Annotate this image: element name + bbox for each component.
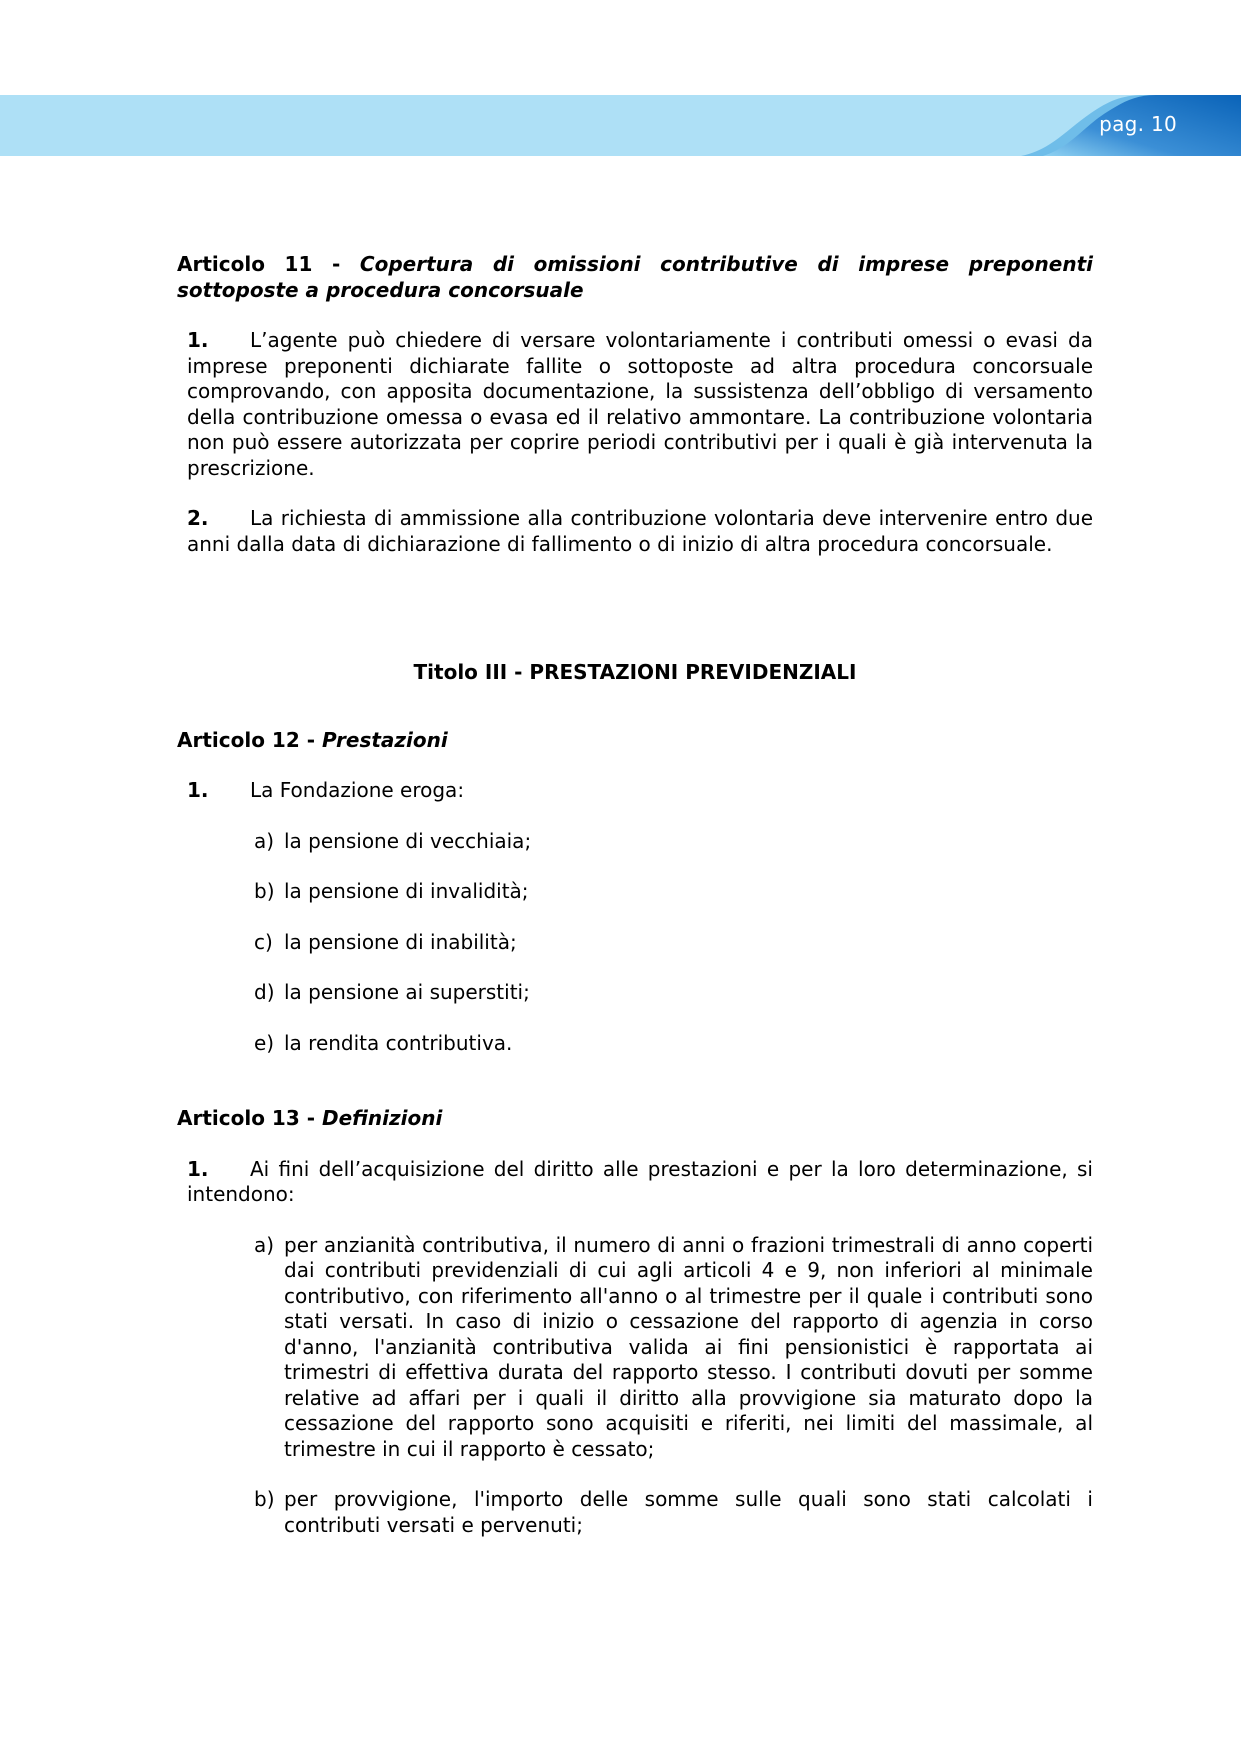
paragraph-text: L’agente può chiedere di versare volontariamente i contributi omessi o evasi da imprese preponenti dichiarate fallite o sottoposte ad altra procedura concorsuale comprovando, con apposita documentazione, la sussistenza dell’obbligo di versamento della contribuzione omessa o evasa ed il relativo ammontare. La contribuzione volontaria non può essere autorizzata per coprire periodi contributivi per i quali è già intervenuta la prescrizione. bbox=[187, 328, 1093, 480]
list-letter: a) bbox=[254, 828, 275, 853]
section-title: Titolo III - PRESTAZIONI PREVIDENZIALI bbox=[413, 660, 857, 684]
article-13-title: Definizioni bbox=[321, 1106, 443, 1130]
article-12-list bbox=[254, 829, 1093, 1057]
list-letter: b) bbox=[254, 1487, 275, 1511]
article-11-paragraph-1 bbox=[187, 328, 1093, 481]
list-text: per anzianità contributiva, il numero di anni o frazioni trimestrali di anno coperti dai contributi previdenziali di cui agli articoli 4 e 9, non inferiori al minimale contributivo, con riferimento all'anno o al trimestre per il quale i contributi sono stati versati. In caso di inizio o cessazione del rapporto di agenzia in corso d'anno, l'anzianità contributiva valida ai fini pensionistici è rapportata ai trimestri di effettiva durata del rapporto stesso. I contributi dovuti per somme relative ad affari per i quali il diritto alla provvigione sia maturato dopo la cessazione del rapporto sono acquisiti e riferiti, nei limiti del massimale, al trimestre in cui il rapporto è cessato; bbox=[284, 1232, 1093, 1461]
paragraph-number: 2. bbox=[187, 506, 209, 530]
list-text: la pensione di vecchiaia; bbox=[284, 828, 532, 853]
list-item bbox=[254, 1487, 1093, 1538]
list-letter: a) bbox=[254, 1232, 275, 1257]
list-text: la pensione di invalidità; bbox=[284, 879, 529, 903]
list-item bbox=[254, 980, 1093, 1006]
article-13-label: Articolo 13 - bbox=[177, 1106, 316, 1130]
list-text: la pensione ai superstiti; bbox=[284, 980, 530, 1004]
list-item bbox=[254, 1031, 1093, 1057]
list-text: la pensione di inabilità; bbox=[284, 929, 517, 954]
list-item bbox=[254, 1233, 1093, 1463]
document-body bbox=[177, 252, 1093, 1538]
paragraph-text: Ai fini dell’acquisizione del diritto alle prestazioni e per la loro determinazione, si intendono: bbox=[187, 1156, 1093, 1206]
paragraph-text: La Fondazione eroga: bbox=[250, 778, 465, 802]
article-13-paragraph-1 bbox=[187, 1157, 1093, 1208]
list-item bbox=[254, 879, 1093, 905]
article-13-list bbox=[254, 1233, 1093, 1539]
paragraph-text: La richiesta di ammissione alla contribuzione volontaria deve intervenire entro due anni dalla data di dichiarazione di fallimento o di inizio di altra procedura concorsuale. bbox=[187, 506, 1093, 556]
page-number: pag. 10 bbox=[1099, 112, 1177, 136]
article-12-paragraph-1 bbox=[187, 778, 1093, 804]
list-letter: d) bbox=[254, 980, 275, 1004]
article-11-label: Articolo 11 - bbox=[177, 252, 341, 276]
article-11-heading bbox=[177, 252, 1093, 303]
article-12-title: Prestazioni bbox=[321, 727, 448, 752]
list-letter: c) bbox=[254, 929, 273, 954]
list-item bbox=[254, 829, 1093, 855]
paragraph-number: 1. bbox=[187, 328, 209, 352]
list-item bbox=[254, 930, 1093, 956]
list-letter: e) bbox=[254, 1030, 275, 1055]
article-12-label: Articolo 12 - bbox=[177, 727, 316, 752]
article-12-heading bbox=[177, 728, 1093, 754]
article-13-heading bbox=[177, 1106, 1093, 1132]
list-letter: b) bbox=[254, 879, 275, 903]
article-11-paragraph-2 bbox=[187, 506, 1093, 557]
paragraph-number: 1. bbox=[187, 1156, 209, 1181]
article-11-title: Copertura di omissioni contributive di imprese preponenti sottoposte a procedura concorsuale bbox=[177, 252, 1093, 302]
paragraph-number: 1. bbox=[187, 778, 209, 802]
list-text: per provvigione, l'importo delle somme sulle quali sono stati calcolati i contributi versati e pervenuti; bbox=[284, 1487, 1093, 1537]
list-text: la rendita contributiva. bbox=[284, 1030, 513, 1055]
